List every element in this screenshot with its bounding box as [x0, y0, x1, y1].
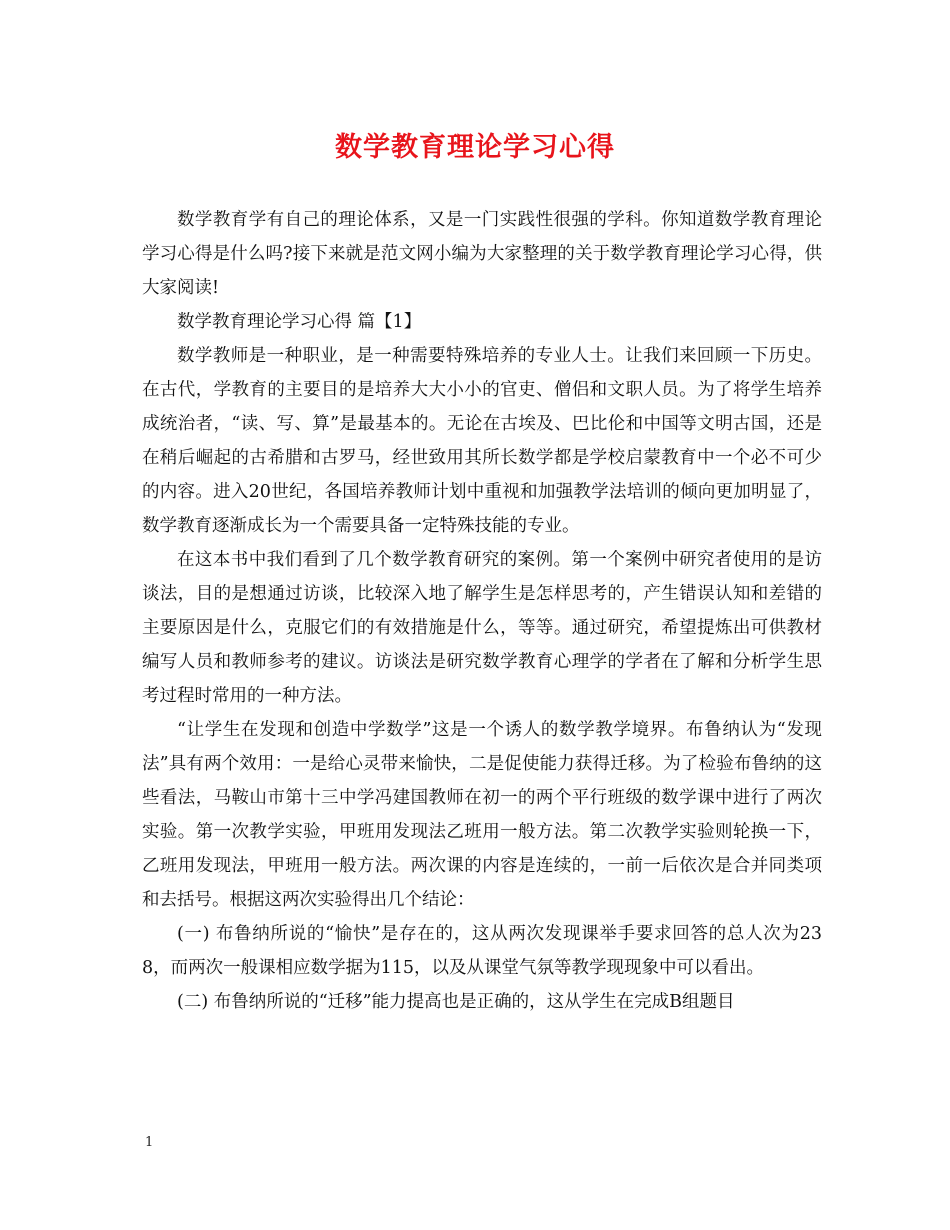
page-number: 1 [145, 1135, 154, 1150]
conclusion-item: (二) 布鲁纳所说的“迁移”能力提高也是正确的，这从学生在完成B组题目 [177, 992, 735, 1012]
section-heading: 数学教育理论学习心得 篇【1】 [177, 312, 422, 332]
body-paragraph: 在这本书中我们看到了几个数学教育研究的案例。第一个案例中研究者使用的是访谈法，目的是想通过访谈，比较深入地了解学生是怎样思考的，产生错误认知和差错的主要原因是什么，克服它们的有效措施是什么，等等。通过研究，希望提炼出可供教材编写人员和教师参考的建议。访谈法是研究数学教育心理学的学者在了解和分析学生思考过程时常用的一种方法。 [142, 550, 822, 706]
body-paragraph: 数学教师是一种职业，是一种需要特殊培养的专业人士。让我们来回顾一下历史。在古代，学教育的主要目的是培养大大小小的官吏、僧侣和文职人员。为了将学生培养成统治者，“读、写、算”是最基本的。无论在古埃及、巴比伦和中国等文明古国，还是在稍后崛起的古希腊和古罗马，经世致用其所长数学都是学校启蒙教育中一个必不可少的内容。进入20世纪，各国培养教师计划中重视和加强教学法培训的倾向更加明显了，数学教育逐渐成长为一个需要具备一定特殊技能的专业。 [142, 346, 822, 536]
body-paragraph: “让学生在发现和创造中学数学”这是一个诱人的数学教学境界。布鲁纳认为“发现法”具有两个效用：一是给心灵带来愉快，二是促使能力获得迁移。为了检验布鲁纳的这些看法，马鞍山市第十三中学冯建国教师在初一的两个平行班级的数学课中进行了两次实验。第一次教学实验，甲班用发现法乙班用一般方法。第二次教学实验则轮换一下，乙班用发现法，甲班用一般方法。两次课的内容是连续的，一前一后依次是合并同类项和去括号。根据这两次实验得出几个结论： [142, 720, 822, 910]
document-title: 数学教育理论学习心得 [335, 132, 615, 163]
intro-paragraph: 数学教育学有自己的理论体系，又是一门实践性很强的学科。你知道数学教育理论学习心得是什么吗?接下来就是范文网小编为大家整理的关于数学教育理论学习心得，供大家阅读! [142, 210, 822, 298]
document-body [142, 203, 822, 1019]
conclusion-item: (一) 布鲁纳所说的“愉快”是存在的，这从两次发现课举手要求回答的总人次为238，而两次一般课相应数学据为115，以及从课堂气氛等教学现现象中可以看出。 [142, 924, 822, 978]
